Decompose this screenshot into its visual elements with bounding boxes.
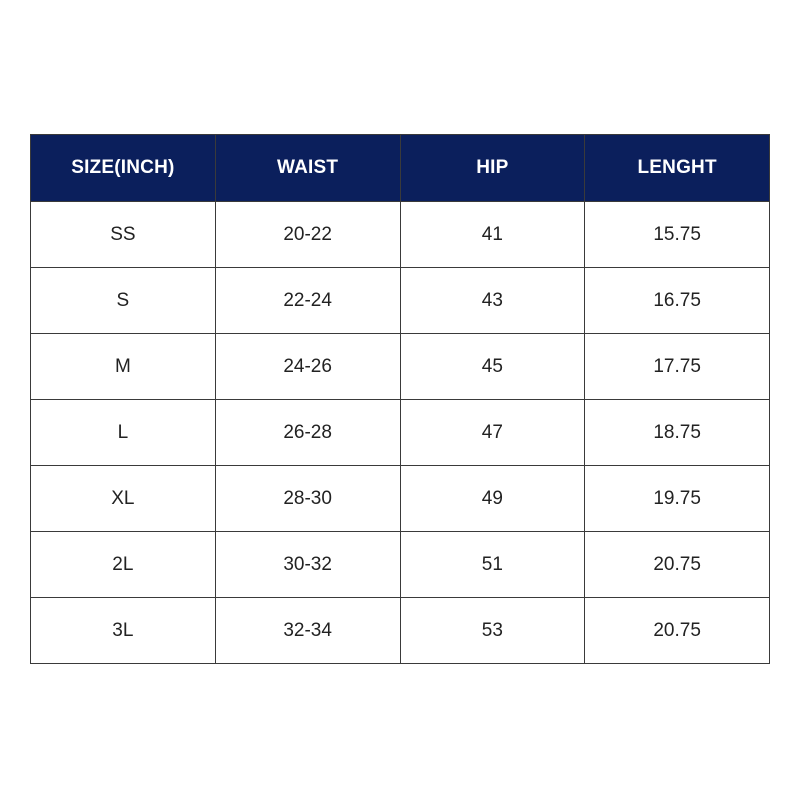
cell-hip: 53: [400, 598, 585, 664]
cell-length: 19.75: [585, 466, 770, 532]
cell-waist: 22-24: [215, 268, 400, 334]
header-hip: HIP: [400, 135, 585, 202]
cell-waist: 32-34: [215, 598, 400, 664]
cell-length: 20.75: [585, 532, 770, 598]
table-body: [31, 202, 770, 664]
table-row: [31, 334, 770, 400]
cell-hip: 41: [400, 202, 585, 268]
cell-size: M: [31, 334, 216, 400]
header-waist: WAIST: [215, 135, 400, 202]
cell-waist: 20-22: [215, 202, 400, 268]
cell-hip: 51: [400, 532, 585, 598]
cell-waist: 24-26: [215, 334, 400, 400]
cell-length: 16.75: [585, 268, 770, 334]
cell-hip: 49: [400, 466, 585, 532]
table-row: [31, 268, 770, 334]
cell-length: 17.75: [585, 334, 770, 400]
size-chart-table: [30, 134, 770, 664]
table-row: [31, 466, 770, 532]
cell-waist: 26-28: [215, 400, 400, 466]
cell-hip: 43: [400, 268, 585, 334]
header-size: SIZE(INCH): [31, 135, 216, 202]
cell-size: SS: [31, 202, 216, 268]
cell-length: 20.75: [585, 598, 770, 664]
cell-size: S: [31, 268, 216, 334]
cell-hip: 45: [400, 334, 585, 400]
table-header: [31, 135, 770, 202]
cell-size: L: [31, 400, 216, 466]
table-row: [31, 598, 770, 664]
header-length: LENGHT: [585, 135, 770, 202]
cell-size: 2L: [31, 532, 216, 598]
table-row: [31, 532, 770, 598]
cell-size: 3L: [31, 598, 216, 664]
header-row: [31, 135, 770, 202]
cell-length: 15.75: [585, 202, 770, 268]
cell-size: XL: [31, 466, 216, 532]
cell-waist: 28-30: [215, 466, 400, 532]
table-row: [31, 400, 770, 466]
cell-hip: 47: [400, 400, 585, 466]
cell-waist: 30-32: [215, 532, 400, 598]
table-row: [31, 202, 770, 268]
cell-length: 18.75: [585, 400, 770, 466]
